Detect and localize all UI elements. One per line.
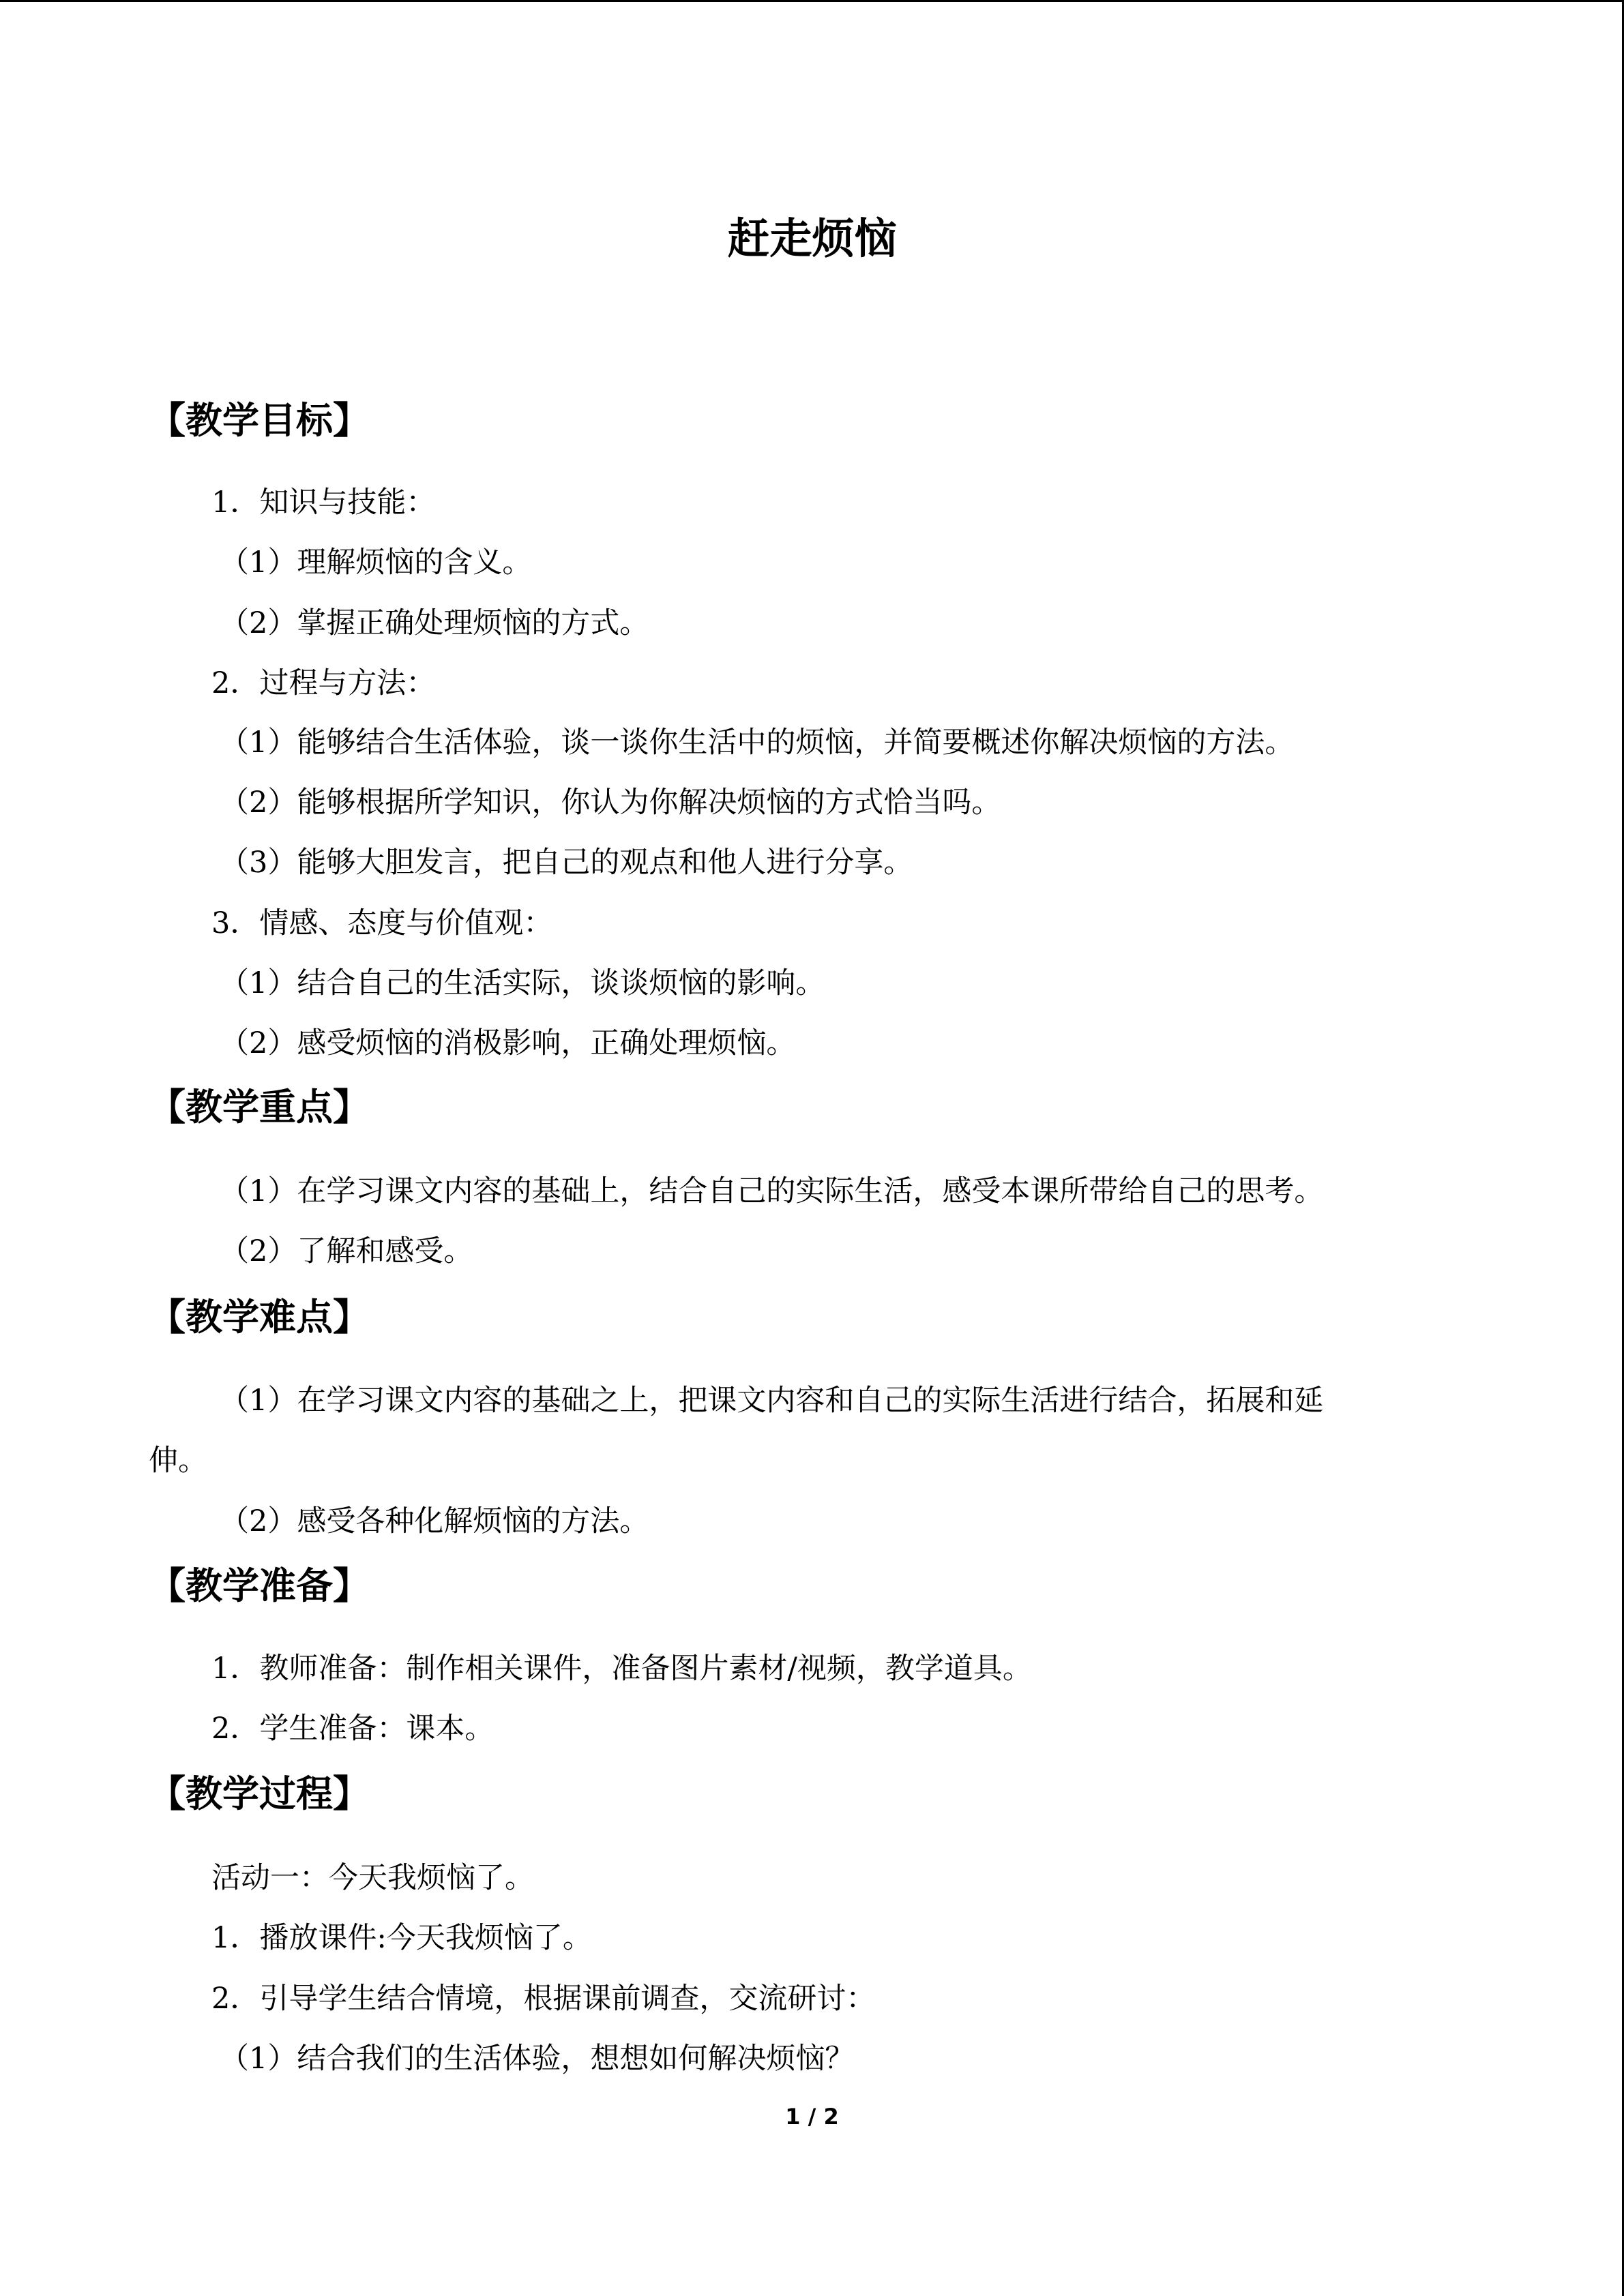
objectives-line: （2）感受烦恼的消极影响，正确处理烦恼。 <box>220 1026 796 1060</box>
objectives-line: 1．知识与技能： <box>211 486 436 520</box>
difficulties-line: 伸。 <box>149 1444 207 1478</box>
process-line: 1．播放课件:今天我烦恼了。 <box>211 1921 592 1955</box>
process-line: （1）结合我们的生活体验，想想如何解决烦恼？ <box>220 2042 855 2076</box>
preparation-line: 2．学生准备：课本。 <box>211 1712 494 1746</box>
difficulties-line: （1）在学习课文内容的基础之上，把课文内容和自己的实际生活进行结合，拓展和延 <box>220 1384 1324 1418</box>
process-line: 活动一：今天我烦恼了。 <box>211 1861 534 1895</box>
preparation-line: 1．教师准备：制作相关课件，准备图片素材/视频，教学道具。 <box>211 1652 1032 1686</box>
process-line: 2．引导学生结合情境，根据课前调查，交流研讨： <box>211 1982 876 2016</box>
page-number: 1 / 2 <box>785 2104 839 2130</box>
document-title: 赶走烦恼 <box>727 213 897 263</box>
key-points-line: （2）了解和感受。 <box>220 1234 473 1268</box>
difficulties-line: （2）感受各种化解烦恼的方法。 <box>220 1504 649 1538</box>
objectives-line: 2．过程与方法： <box>211 666 436 700</box>
section-heading-process: 【教学过程】 <box>149 1772 370 1815</box>
section-heading-objectives: 【教学目标】 <box>149 399 370 442</box>
objectives-line: （2）掌握正确处理烦恼的方式。 <box>220 606 649 640</box>
page-border-top <box>0 0 1624 2</box>
objectives-line: （2）能够根据所学知识，你认为你解决烦恼的方式恰当吗。 <box>220 786 1001 820</box>
section-heading-preparation: 【教学准备】 <box>149 1564 370 1607</box>
objectives-line: （1）能够结合生活体验，谈一谈你生活中的烦恼，并简要概述你解决烦恼的方法。 <box>220 726 1295 760</box>
objectives-line: （1）结合自己的生活实际，谈谈烦恼的影响。 <box>220 966 825 1000</box>
objectives-line: （3）能够大胆发言，把自己的观点和他人进行分享。 <box>220 846 913 880</box>
section-heading-key-points: 【教学重点】 <box>149 1086 370 1129</box>
objectives-line: 3．情感、态度与价值观： <box>211 906 553 940</box>
objectives-line: （1）理解烦恼的含义。 <box>220 546 532 580</box>
section-heading-difficulties: 【教学难点】 <box>149 1296 370 1339</box>
key-points-line: （1）在学习课文内容的基础上，结合自己的实际生活，感受本课所带给自己的思考。 <box>220 1174 1324 1208</box>
